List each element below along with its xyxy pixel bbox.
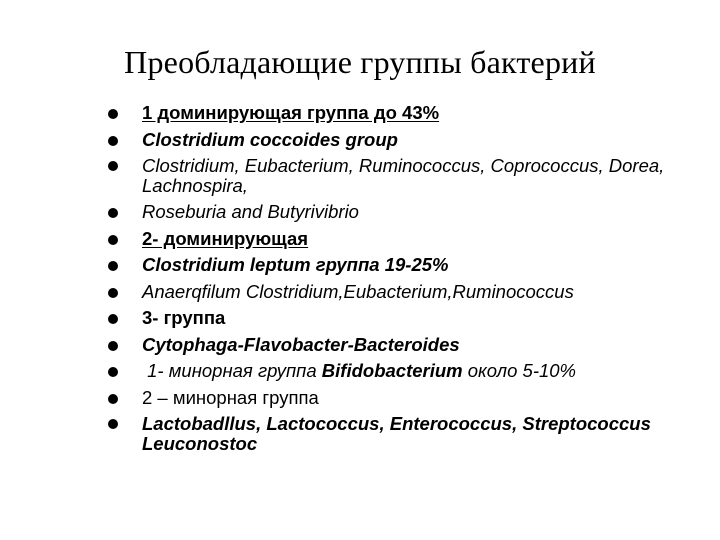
bullet-text: 2 – минорная группа [142,386,319,408]
bullet-icon [108,314,118,324]
bullet-icon [108,341,118,351]
list-item [108,358,708,385]
list-item [108,252,708,279]
bullet-text: Roseburia and Butyrivibrio [142,201,359,222]
bullet-text: 1 доминирующая группа до 43% [142,102,440,123]
list-item [108,226,708,253]
slide-title: Преобладающие группы бактерий [124,44,596,80]
bullet-icon [108,367,118,377]
bullet-icon [108,109,118,119]
list-item [108,127,708,154]
bullet-icon [108,161,118,171]
bullet-text-suffix: около 5-10% [462,360,577,381]
list-item [108,305,708,332]
list-item [108,153,708,199]
bullet-icon [108,136,118,146]
bullet-text: Clostridium leptum группа 19-25% [142,254,449,275]
bullet-icon [108,208,118,218]
bullet-text-prefix: 1- минорная группа [142,360,322,381]
list-item [108,385,708,412]
bullet-text: 3- группа [142,307,226,328]
bullet-text: Lactobadllus, Lactococcus, Enterococcus, Streptococcus Leuconostoc [142,413,651,454]
bullet-text-bold: Bifidobacterium [321,360,463,381]
bullet-icon [108,419,118,429]
list-item [108,332,708,359]
bullet-icon [108,261,118,271]
bullet-icon [108,235,118,245]
bullet-icon [108,288,118,298]
list-item [108,199,708,226]
bullet-text: Cytophaga-Flavobacter-Bacteroides [142,333,460,355]
bullet-text: 2- доминирующая [142,227,309,249]
list-item [108,100,708,127]
bullet-list [108,100,708,457]
bullet-text: Clostridium coccoides group [142,128,398,150]
list-item [108,279,708,306]
bullet-text: Anaerqfilum Clostridium,Eubacterium,Ruminococcus [142,280,574,302]
list-item [108,411,708,457]
bullet-icon [108,394,118,404]
bullet-text: Clostridium, Eubacterium, Ruminococcus, Coprococcus, Dorea, Lachnospira, [142,155,665,196]
